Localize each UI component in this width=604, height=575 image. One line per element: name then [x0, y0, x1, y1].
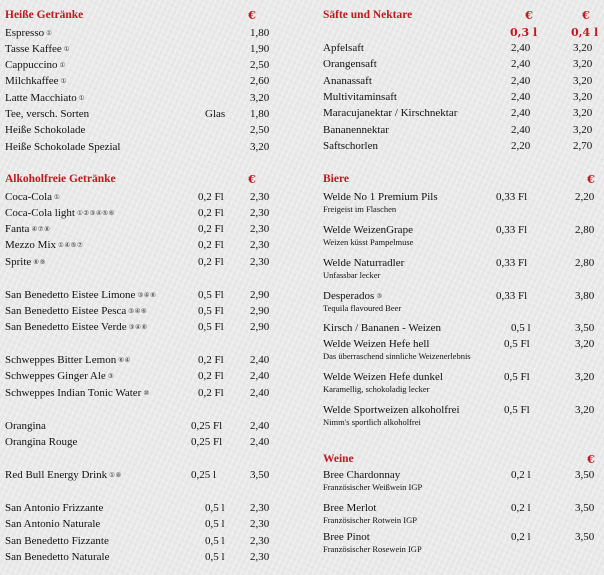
- allergen-markers: ①: [46, 30, 53, 37]
- item-name-text: Schweppes Indian Tonic Water: [5, 387, 142, 400]
- menu-item: [5, 59, 275, 73]
- item-price: 2,90: [250, 305, 270, 317]
- allergen-markers: ①: [63, 46, 71, 53]
- item-name-text: San Benedetto Eistee Verde: [5, 321, 127, 334]
- item-description: Französischer Weißwein IGP: [323, 482, 423, 492]
- item-name: [5, 420, 46, 433]
- menu-item: [323, 58, 601, 72]
- allergen-markers: ⑥④: [118, 357, 131, 364]
- menu-item: [5, 551, 275, 565]
- item-name: [323, 140, 378, 153]
- menu-item: [5, 108, 275, 122]
- allergen-markers: ①②③④⑤⑥: [76, 210, 115, 217]
- item-price-large: 2,70: [573, 140, 593, 152]
- item-name-text: Cappuccino: [5, 59, 58, 72]
- item-price-small: 2,40: [511, 42, 531, 54]
- item-price: 2,30: [250, 502, 270, 514]
- item-name: [5, 124, 85, 137]
- item-price-large: 3,20: [573, 124, 593, 136]
- item-price: 2,30: [250, 551, 270, 563]
- item-quantity: 0,5 Fl: [198, 321, 224, 333]
- currency-header: €: [587, 452, 596, 466]
- item-name: [323, 404, 460, 417]
- item-name: [5, 191, 60, 204]
- item-quantity: 0,2 Fl: [198, 223, 224, 235]
- item-quantity: 0,2 l: [511, 502, 531, 514]
- currency-header: €: [587, 172, 596, 186]
- allergen-markers: ⑥⑨: [33, 259, 46, 266]
- item-price: 2,40: [250, 387, 270, 399]
- item-price: 3,50: [575, 531, 595, 543]
- section-title-wine: Weine: [323, 453, 354, 465]
- item-price: 2,50: [250, 59, 270, 71]
- item-name-text: Multivitaminsaft: [323, 91, 397, 103]
- allergen-markers: ①④⑤⑦: [58, 242, 84, 249]
- item-price-large: 3,20: [573, 75, 593, 87]
- menu-item: [5, 387, 275, 401]
- item-quantity: 0,5 Fl: [504, 404, 530, 416]
- allergen-markers: ①: [59, 62, 66, 69]
- allergen-markers: ③④⑥: [128, 324, 148, 331]
- item-quantity: 0,25 l: [191, 469, 217, 481]
- item-quantity: 0,5 Fl: [198, 289, 224, 301]
- item-quantity: 0,2 Fl: [198, 370, 224, 382]
- item-name: [323, 58, 377, 71]
- item-price: 2,40: [250, 420, 270, 432]
- item-name-text: Orangina Rouge: [5, 436, 78, 448]
- menu-item: [323, 42, 601, 56]
- item-price-large: 3,20: [573, 58, 593, 70]
- item-name: [5, 469, 122, 482]
- item-description: Nimm's sportlich alkoholfrei: [323, 417, 421, 427]
- item-description: Weizen küsst Pampelmuse: [323, 237, 414, 247]
- item-quantity: 0,5 l: [205, 535, 225, 547]
- menu-item: [323, 404, 601, 430]
- item-quantity: 0,5 l: [205, 518, 225, 530]
- item-quantity: 0,5 l: [511, 322, 531, 334]
- menu-item: [323, 290, 601, 316]
- item-name-text: Apfelsaft: [323, 42, 364, 54]
- item-name-text: San Benedetto Fizzante: [5, 535, 109, 547]
- item-name: [5, 518, 100, 531]
- item-name-text: Welde Weizen Hefe dunkel: [323, 371, 443, 383]
- item-price: 3,20: [575, 371, 595, 383]
- item-price: 3,50: [575, 502, 595, 514]
- item-name-text: Espresso: [5, 27, 45, 40]
- menu-item: [5, 43, 275, 57]
- wine-section: [323, 452, 601, 572]
- currency-header: €: [248, 172, 257, 186]
- item-name: [323, 124, 389, 137]
- item-description: Das überraschend sinnliche Weizenerlebnis: [323, 351, 471, 361]
- menu-item: [5, 370, 275, 384]
- item-quantity: 0,5 Fl: [198, 305, 224, 317]
- item-name: [323, 91, 397, 104]
- juices-section: [323, 8, 601, 158]
- item-price: 2,30: [250, 256, 270, 268]
- item-price-large: 3,20: [573, 91, 593, 103]
- item-quantity: 0,5 l: [205, 551, 225, 563]
- item-price: 2,80: [575, 224, 595, 236]
- item-price: 3,20: [575, 338, 595, 350]
- item-price: 2,40: [250, 354, 270, 366]
- item-price: 2,30: [250, 207, 270, 219]
- item-name-text: Tee, versch. Sorten: [5, 108, 90, 120]
- item-price: 2,50: [250, 124, 270, 136]
- menu-item: [5, 535, 275, 549]
- section-title-hot-drinks: Heiße Getränke: [5, 9, 84, 21]
- allergen-markers: ①: [54, 194, 61, 201]
- item-quantity: 0,2 Fl: [198, 387, 224, 399]
- item-price: 2,20: [575, 191, 595, 203]
- menu-item: [323, 75, 601, 89]
- item-price: 3,80: [575, 290, 595, 302]
- item-price: 2,60: [250, 75, 270, 87]
- allergen-markers: ①: [78, 95, 86, 102]
- item-name: [5, 436, 77, 449]
- item-name-text: Heiße Schokolade: [5, 124, 86, 136]
- item-name: [323, 75, 372, 88]
- item-name-text: Schweppes Bitter Lemon: [5, 354, 117, 367]
- item-name-text: Welde Sportweizen alkoholfrei: [323, 404, 460, 416]
- menu-item: [5, 321, 275, 335]
- allergen-markers: ③④⑥: [137, 292, 157, 299]
- item-price-small: 2,20: [511, 140, 531, 152]
- item-price: 2,80: [575, 257, 595, 269]
- item-name-text: Coca-Cola: [5, 191, 53, 204]
- item-name: [5, 223, 50, 236]
- item-quantity: 0,5 l: [205, 502, 225, 514]
- item-name-text: Sprite: [5, 256, 32, 269]
- menu-item: [323, 502, 601, 528]
- menu-item: [323, 371, 601, 397]
- item-price: 3,50: [250, 469, 270, 481]
- item-price: 2,90: [250, 289, 270, 301]
- item-name-text: Bree Pinot: [323, 531, 370, 543]
- item-name: [5, 289, 156, 302]
- item-name: [5, 92, 85, 105]
- menu-item: [5, 518, 275, 532]
- menu-item: [5, 502, 275, 516]
- item-name: [5, 370, 114, 383]
- menu-item: [5, 256, 275, 270]
- item-name-text: Heiße Schokolade Spezial: [5, 141, 121, 153]
- menu-item: [5, 27, 275, 41]
- item-price-small: 2,40: [511, 75, 531, 87]
- menu-item: [323, 124, 601, 138]
- item-price: 2,40: [250, 370, 270, 382]
- item-price: 2,90: [250, 321, 270, 333]
- item-price: 2,40: [250, 436, 270, 448]
- item-name: [5, 141, 120, 154]
- item-name-text: San Benedetto Eistee Pesca: [5, 305, 127, 318]
- menu-item: [5, 354, 275, 368]
- allergen-markers: ③: [107, 373, 115, 380]
- allergen-markers: ①: [60, 78, 67, 85]
- item-name: [323, 371, 443, 384]
- menu-item: [5, 141, 275, 155]
- soft-drinks-section: [5, 172, 275, 572]
- item-price: 2,30: [250, 518, 270, 530]
- item-name: [5, 207, 115, 220]
- item-price: 2,30: [250, 223, 270, 235]
- item-name-text: Maracujanektar / Kirschnektar: [323, 107, 458, 119]
- item-name-text: Latte Macchiato: [5, 92, 77, 105]
- allergen-markers: ①⑧: [109, 472, 122, 479]
- size-header-2: 0,4 l: [571, 26, 599, 39]
- item-name-text: San Benedetto Naturale: [5, 551, 110, 563]
- item-name-text: San Antonio Naturale: [5, 518, 101, 530]
- item-name-text: Welde No 1 Premium Pils: [323, 191, 438, 203]
- item-name-text: Fanta: [5, 223, 30, 236]
- menu-item: [323, 140, 601, 154]
- item-price: 3,20: [250, 141, 270, 153]
- item-name: [5, 256, 46, 269]
- menu-item: [323, 107, 601, 121]
- item-name-text: Red Bull Energy Drink: [5, 469, 108, 482]
- allergen-markers: ③: [376, 293, 383, 300]
- item-quantity: 0,2 Fl: [198, 354, 224, 366]
- item-quantity: 0,2 Fl: [198, 191, 224, 203]
- menu-item: [323, 531, 601, 557]
- item-name-text: Saftschorlen: [323, 140, 378, 152]
- item-price-small: 2,40: [511, 91, 531, 103]
- item-name: [323, 502, 376, 515]
- item-name: [5, 535, 109, 548]
- menu-item: [323, 469, 601, 495]
- item-quantity: 0,2 l: [511, 531, 531, 543]
- item-quantity: Glas: [205, 108, 226, 120]
- item-price: 2,30: [250, 191, 270, 203]
- menu-item: [323, 91, 601, 105]
- item-name-text: Bree Merlot: [323, 502, 377, 514]
- menu-item: [323, 224, 601, 250]
- item-name: [5, 502, 103, 515]
- item-price: 3,50: [575, 322, 595, 334]
- item-quantity: 0,25 Fl: [191, 420, 223, 432]
- item-name: [5, 387, 150, 400]
- currency-header-2: €: [582, 8, 591, 22]
- item-quantity: 0,33 Fl: [496, 224, 528, 236]
- item-name: [323, 531, 370, 544]
- item-name-text: Ananassaft: [323, 75, 372, 87]
- item-name-text: Welde Naturradler: [323, 257, 405, 269]
- item-price: 1,90: [250, 43, 270, 55]
- item-name: [323, 42, 364, 55]
- item-name: [323, 322, 441, 335]
- menu-item: [5, 469, 275, 483]
- menu-item: [5, 420, 275, 434]
- item-name: [5, 551, 109, 564]
- allergen-markers: ③④⑥: [128, 308, 148, 315]
- item-price: 2,30: [250, 535, 270, 547]
- menu-item: [5, 207, 275, 221]
- menu-item: [323, 191, 601, 217]
- currency-header: €: [248, 8, 257, 22]
- item-name-text: Kirsch / Bananen - Weizen: [323, 322, 442, 334]
- item-name-text: Schweppes Ginger Ale: [5, 370, 106, 383]
- item-price-small: 2,40: [511, 124, 531, 136]
- item-price: 3,50: [575, 469, 595, 481]
- item-quantity: 0,33 Fl: [496, 257, 528, 269]
- item-name-text: Mezzo Mix: [5, 239, 57, 252]
- menu-item: [5, 75, 275, 89]
- item-quantity: 0,2 Fl: [198, 207, 224, 219]
- item-name: [323, 107, 457, 120]
- item-price-small: 2,40: [511, 58, 531, 70]
- item-name: [323, 224, 413, 237]
- item-name-text: Orangensaft: [323, 58, 377, 70]
- beer-section: [323, 172, 601, 442]
- menu-item: [5, 436, 275, 450]
- item-name: [5, 305, 147, 318]
- section-title-beer: Biere: [323, 173, 349, 185]
- item-name: [323, 257, 404, 270]
- item-description: Freigeist im Flaschen: [323, 204, 397, 214]
- item-name: [5, 27, 52, 40]
- item-quantity: 0,33 Fl: [496, 290, 528, 302]
- menu-item: [5, 289, 275, 303]
- item-name: [5, 108, 89, 121]
- item-name: [5, 239, 83, 252]
- item-description: Unfassbar lecker: [323, 270, 381, 280]
- item-name: [5, 43, 70, 56]
- item-name: [5, 75, 67, 88]
- item-name: [323, 191, 438, 204]
- size-header-1: 0,3 l: [510, 26, 538, 39]
- item-name: [323, 469, 400, 482]
- item-name-text: San Benedetto Eistee Limone: [5, 289, 136, 302]
- item-description: Tequila flavoured Beer: [323, 303, 402, 313]
- section-title-juices: Säfte und Nektare: [323, 9, 413, 21]
- item-price: 1,80: [250, 27, 270, 39]
- item-name: [323, 290, 383, 303]
- allergen-markers: ⑩: [143, 390, 150, 397]
- menu-item: [323, 338, 601, 364]
- menu-item: [323, 257, 601, 283]
- item-quantity: 0,33 Fl: [496, 191, 528, 203]
- item-price: 3,20: [575, 404, 595, 416]
- item-name: [323, 338, 429, 351]
- item-name-text: Orangina: [5, 420, 46, 432]
- item-name: [5, 59, 66, 72]
- item-quantity: 0,5 Fl: [504, 338, 530, 350]
- item-name: [5, 354, 131, 367]
- item-name-text: Tasse Kaffee: [5, 43, 62, 56]
- item-name: [5, 321, 148, 334]
- currency-header-1: €: [525, 8, 534, 22]
- menu-item: [5, 124, 275, 138]
- menu-item: [5, 92, 275, 106]
- item-name-text: Welde Weizen Hefe hell: [323, 338, 430, 350]
- menu-item: [5, 191, 275, 205]
- item-quantity: 0,25 Fl: [191, 436, 223, 448]
- item-name-text: Bananennektar: [323, 124, 389, 136]
- item-quantity: 0,2 Fl: [198, 256, 224, 268]
- allergen-markers: ④⑦⑧: [31, 226, 51, 233]
- item-quantity: 0,2 Fl: [198, 239, 224, 251]
- menu-item: [5, 239, 275, 253]
- menu-item: [5, 305, 275, 319]
- item-quantity: 0,5 Fl: [504, 371, 530, 383]
- item-price: 2,30: [250, 239, 270, 251]
- section-title-soft-drinks: Alkoholfreie Getränke: [5, 173, 116, 185]
- item-description: Karamellig, schokoladig lecker: [323, 384, 430, 394]
- item-quantity: 0,2 l: [511, 469, 531, 481]
- item-price: 3,20: [250, 92, 270, 104]
- item-price-small: 2,40: [511, 107, 531, 119]
- item-price-large: 3,20: [573, 107, 593, 119]
- item-name-text: Milchkaffee: [5, 75, 59, 88]
- item-description: Französischer Rosewein IGP: [323, 544, 422, 554]
- item-name-text: Welde WeizenGrape: [323, 224, 413, 236]
- item-name-text: Coca-Cola light: [5, 207, 75, 220]
- item-description: Französischer Rotwein IGP: [323, 515, 417, 525]
- item-name-text: Desperados: [323, 290, 375, 303]
- item-name-text: Bree Chardonnay: [323, 469, 401, 481]
- item-price-large: 3,20: [573, 42, 593, 54]
- item-price: 1,80: [250, 108, 270, 120]
- item-name-text: San Antonio Frizzante: [5, 502, 104, 514]
- menu-item: [5, 223, 275, 237]
- hot-drinks-section: [5, 8, 275, 158]
